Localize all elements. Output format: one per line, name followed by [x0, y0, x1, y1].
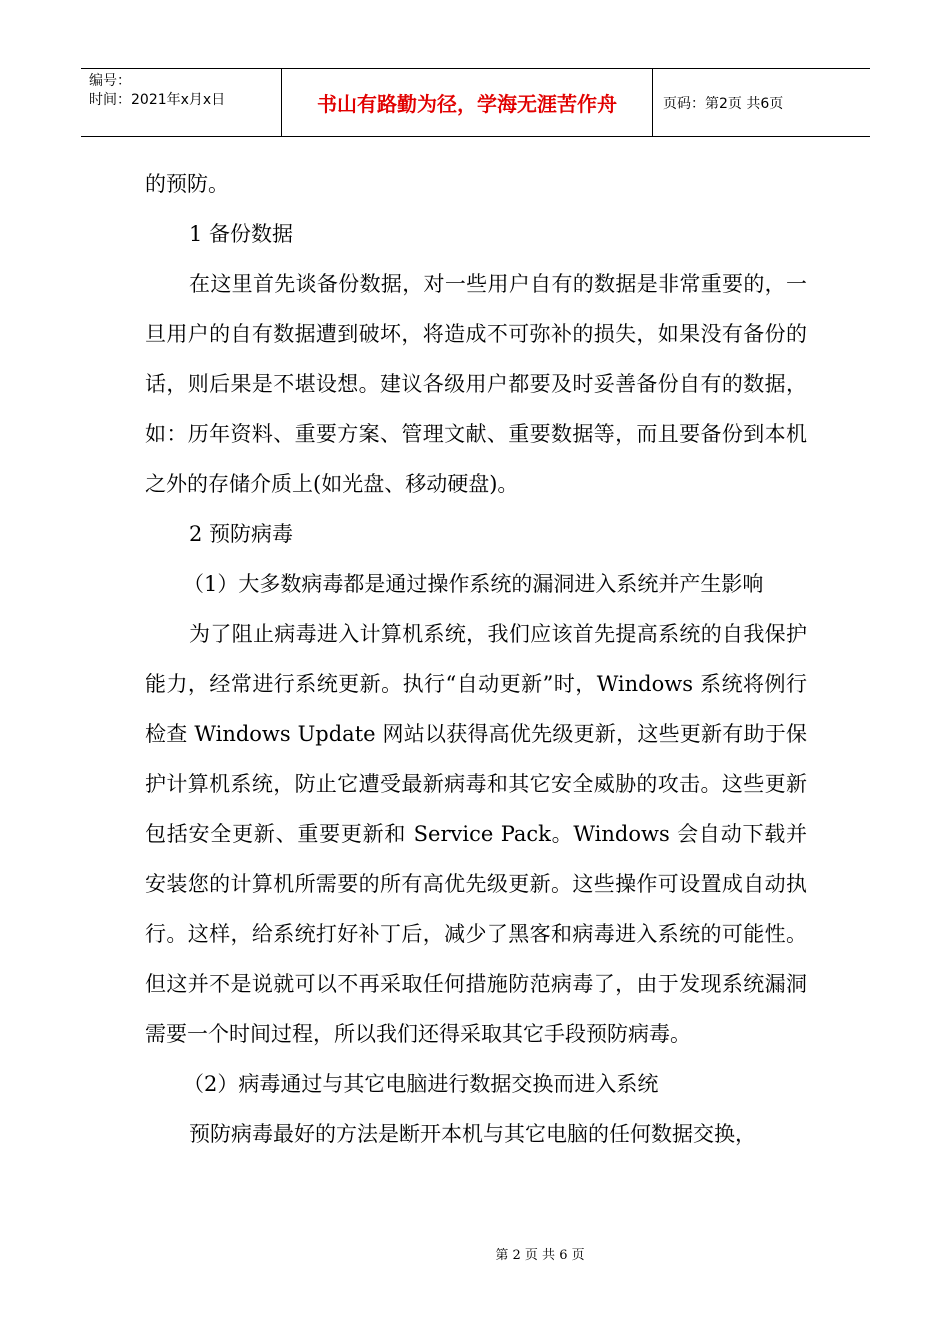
document-body: [145, 159, 807, 1159]
subheading-os-vulnerability: （1）大多数病毒都是通过操作系统的漏洞进入系统并产生影响: [183, 572, 764, 596]
subheading-data-exchange: （2）病毒通过与其它电脑进行数据交换而进入系统: [183, 1072, 659, 1096]
date-label: 时间：2021年x月x日: [89, 92, 226, 108]
motto-text: 书山有路勤为径，学海无涯苦作舟: [317, 92, 617, 116]
header-page-cell: [653, 69, 870, 136]
paragraph-disconnect: 预防病毒最好的方法是断开本机与其它电脑的任何数据交换，: [189, 1122, 756, 1146]
header-meta: [81, 69, 281, 136]
page-header: [81, 68, 870, 137]
page-footer: [0, 1244, 950, 1263]
page-label: 页码：第2页 共6页: [663, 95, 784, 112]
section-heading-backup: 1 备份数据: [189, 222, 294, 246]
paragraph-continuation: 的预防。: [145, 172, 229, 196]
header-motto-cell: [281, 69, 653, 136]
footer-page-number: 第 2 页 共 6 页: [495, 1248, 585, 1263]
number-label: 编号：: [89, 73, 131, 89]
section-heading-virus: 2 预防病毒: [189, 522, 294, 546]
paragraph-backup: 在这里首先谈备份数据，对一些用户自有的数据是非常重要的，一旦用户的自有数据遭到破坏，将造成不可弥补的损失，如果没有备份的话，则后果是不堪设想。建议各级用户都要及时妥善备份自有的数据，如：历年资料、重要方案、管理文献、重要数据等，而且要备份到本机之外的存储介质上(如光盘、移动硬盘)。: [145, 272, 807, 496]
paragraph-system-update: 为了阻止病毒进入计算机系统，我们应该首先提高系统的自我保护能力，经常进行系统更新。执行“自动更新”时，Windows 系统将例行检查 Windows Update 网站以获得高优先级更新，这些更新有助于保护计算机系统，防止它遭受最新病毒和其它安全威胁的攻击。这些更新包括安全更新、重要更新和 Service Pack。Windows 会自动下载并安装您的计算机所需要的所有高优先级更新。这些操作可设置成自动执行。这样，给系统打好补丁后，减少了黑客和病毒进入系统的可能性。但这并不是说就可以不再采取任何措施防范病毒了，由于发现系统漏洞需要一个时间过程，所以我们还得采取其它手段预防病毒。: [145, 622, 807, 1046]
